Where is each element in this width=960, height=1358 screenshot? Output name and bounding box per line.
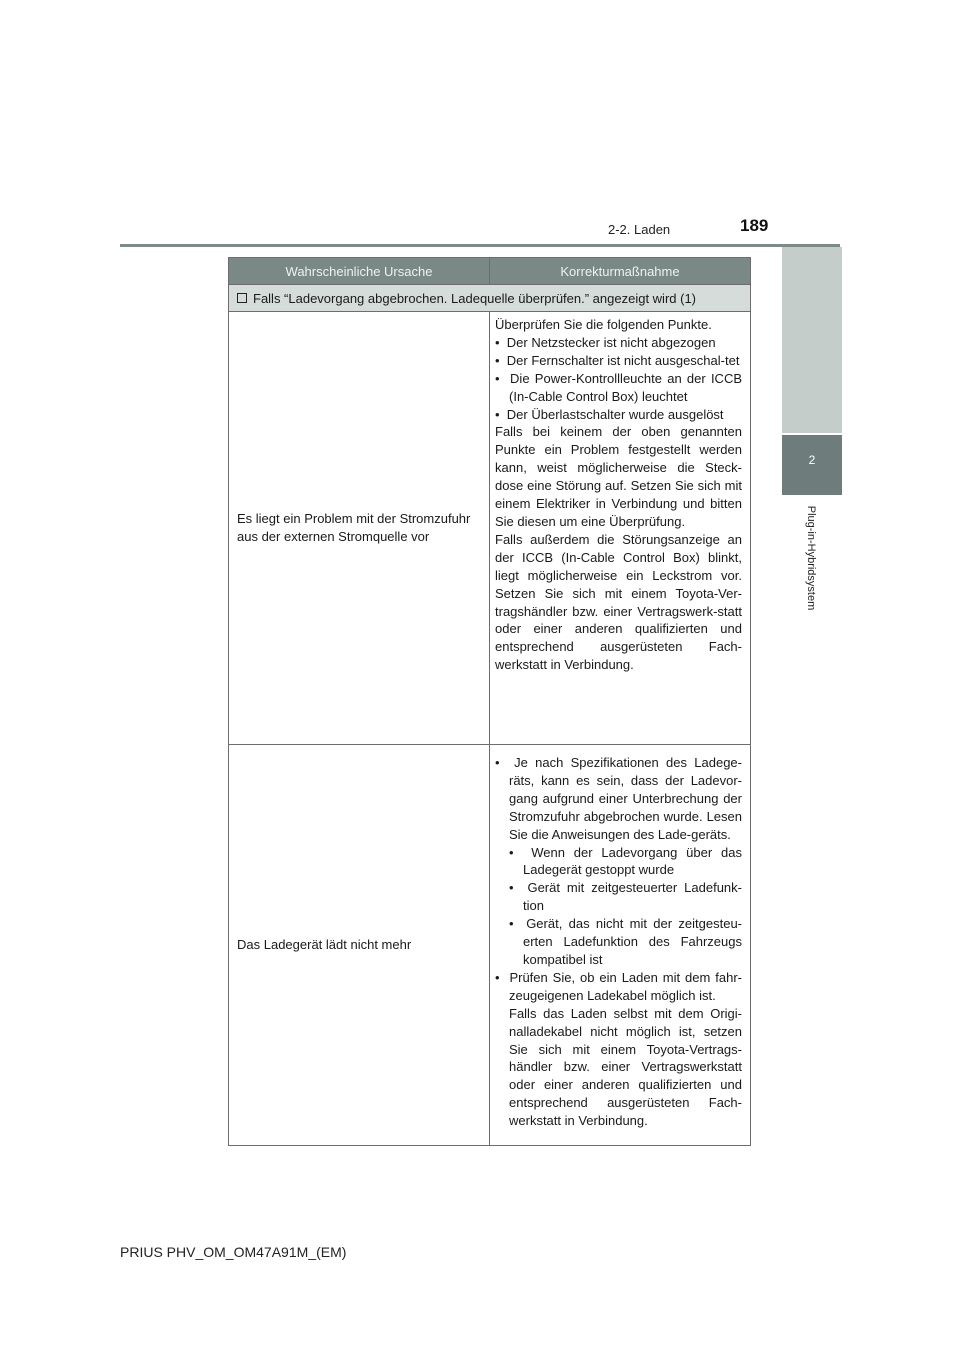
remedy-cell	[490, 745, 751, 1146]
chapter-number: 2	[808, 453, 816, 467]
list-item: • Wenn der Ladevorgang über das Ladegerät gestoppt wurde	[509, 844, 742, 878]
table-row	[229, 312, 751, 745]
list-item: • Je nach Spezifikationen des Ladege-räts, kann es sein, dass der Ladevor-gang aufgrund einer Unterbrechung der Stromzufuhr abgebrochen wurde. Lesen Sie die Anweisungen des Lade-geräts.	[495, 755, 742, 842]
cause-cell: Das Ladegerät lädt nicht mehr	[229, 745, 490, 1146]
list-item: • Die Power-Kontrollleuchte an der ICCB (In-Cable Control Box) leuchtet	[495, 370, 743, 404]
remedy-cell	[490, 312, 751, 745]
cause-cell: Es liegt ein Problem mit der Stromzufuhr aus der externen Stromquelle vor	[229, 312, 490, 745]
footer-model-code: PRIUS PHV_OM_OM47A91M_(EM)	[120, 1244, 347, 1260]
condition-text: Falls “Ladevorgang abgebrochen. Ladequelle überprüfen.” angezeigt wird (1)	[253, 290, 697, 306]
remedy-paragraph: Falls bei keinem der oben genannten Punkte ein Problem festgestellt werden kann, weist möglicherweise die Steck-dose eine Störung auf. Setzen Sie sich mit einem Elektriker in Verbindung und bitten Sie diesen um eine Überprüfung.	[495, 424, 742, 529]
list-item: • Gerät, das nicht mit der zeitgesteu-erten Ladefunktion des Fahrzeugs kompatibel ist	[509, 916, 743, 967]
troubleshooting-table	[228, 257, 751, 1146]
remedy-paragraph: Falls außerdem die Störungsanzeige an der ICCB (In-Cable Control Box) blinkt, liegt möglicherweise ein Leckstrom vor. Setzen Sie sich mit einem Toyota-Ver-tragshändler bzw. einer Vertragswerk-statt oder einer anderen qualifizierten und entsprechend ausgerüsteten Fach-werkstatt in Verbindung.	[495, 531, 742, 673]
side-tab-label: Plug-in-Hybridsystem	[805, 505, 817, 611]
side-tab-top	[782, 247, 842, 433]
list-item: • Der Fernschalter ist nicht ausgeschal-tet	[495, 352, 740, 368]
checkbox-icon	[237, 293, 247, 303]
remedy-paragraph: Falls das Laden selbst mit dem Origi-nalladekabel nicht möglich ist, setzen Sie sich mit einem Toyota-Vertrags-händler bzw. einer Vertragswerkstatt oder einer anderen qualifizierten und entsprechend ausgerüsteten Fach-werkstatt in Verbindung.	[509, 1005, 742, 1129]
header-section-title: 2-2. Laden	[608, 222, 671, 237]
table-header-row	[229, 258, 751, 285]
list-item: • Der Netzstecker ist nicht abgezogen	[495, 334, 716, 350]
header-rule	[120, 244, 840, 247]
side-tab-chapter	[782, 435, 842, 495]
remedy-intro: Überprüfen Sie die folgenden Punkte.	[495, 317, 712, 332]
column-header-remedy: Korrekturmaßnahme	[490, 258, 751, 285]
list-item: • Der Überlastschalter wurde ausgelöst	[495, 406, 724, 422]
condition-row	[229, 285, 751, 312]
list-item: • Gerät mit zeitgesteuerter Ladefunk-tion	[509, 880, 742, 914]
table-row	[229, 745, 751, 1146]
column-header-cause: Wahrscheinliche Ursache	[229, 258, 490, 285]
list-item: • Prüfen Sie, ob ein Laden mit dem fahr-zeugeigenen Ladekabel möglich ist.	[495, 969, 743, 1003]
page-number: 189	[740, 216, 769, 235]
